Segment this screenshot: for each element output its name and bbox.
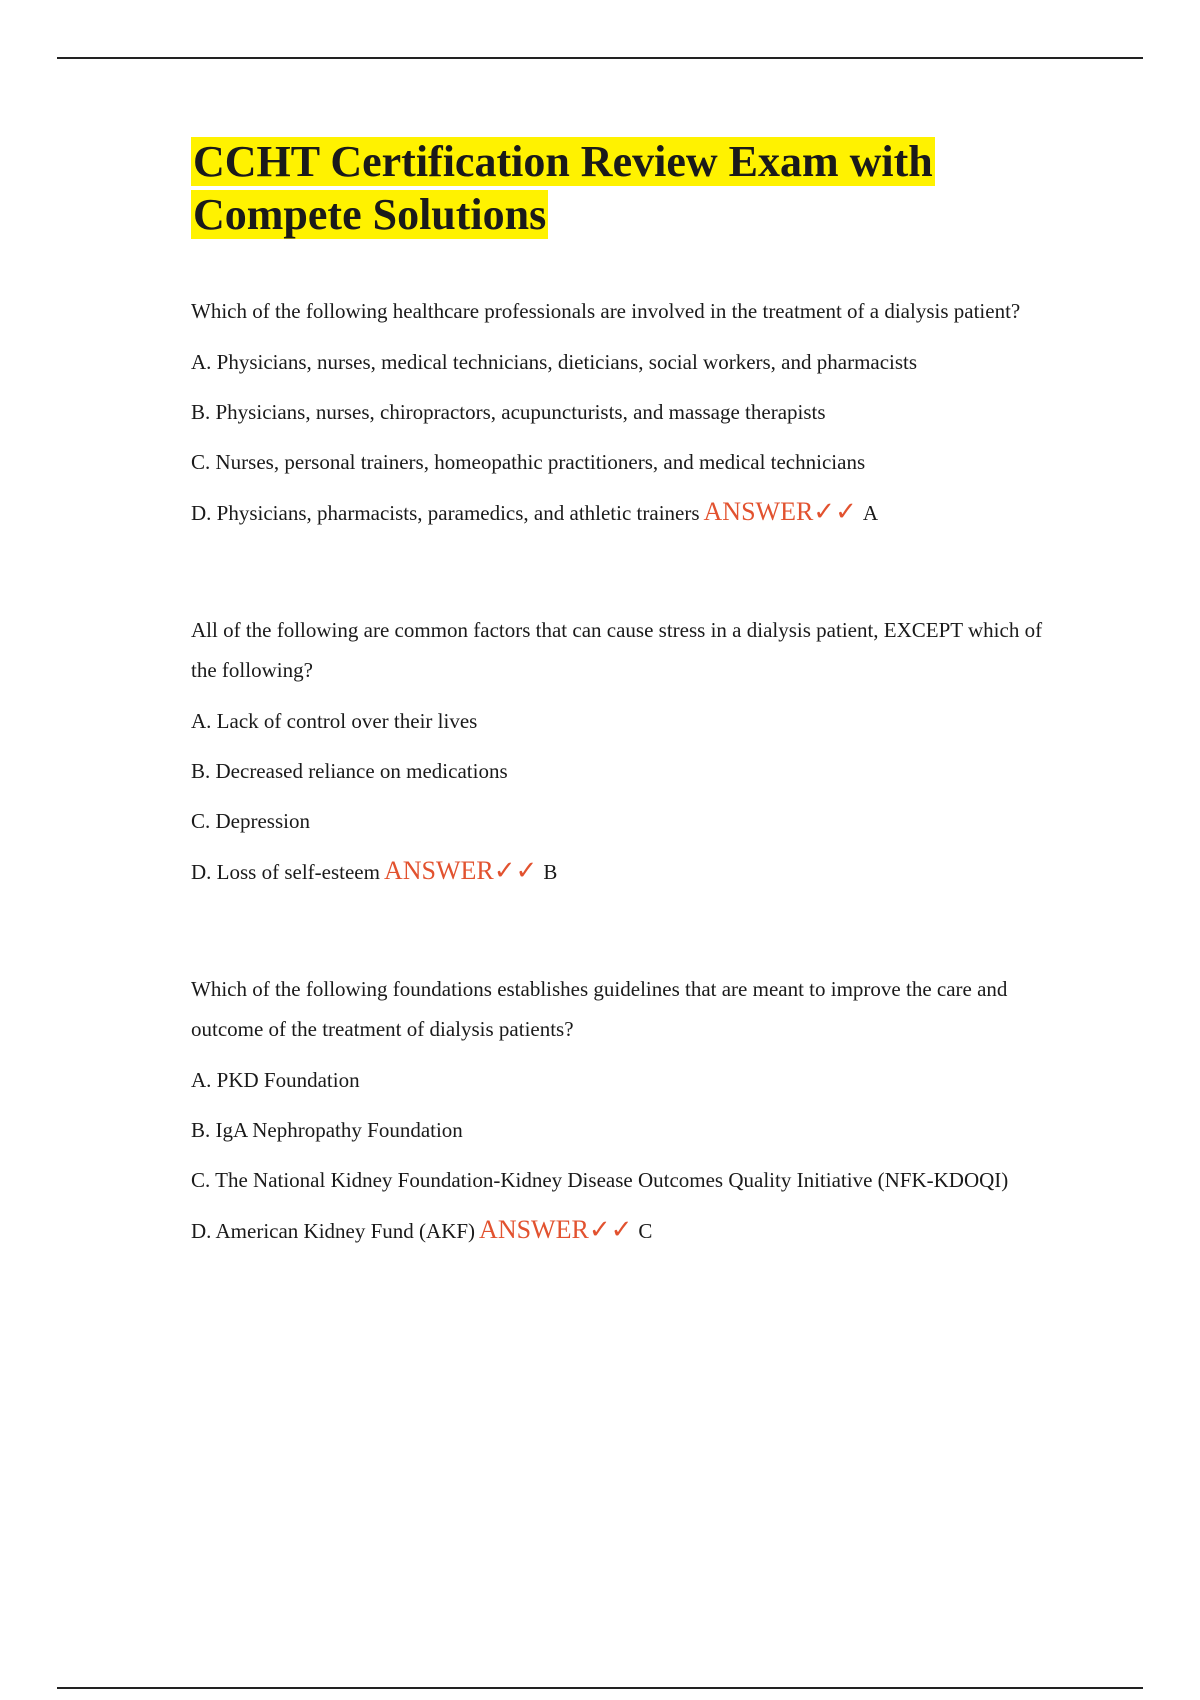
question-2 — [191, 610, 1091, 891]
option-c: C. Nurses, personal trainers, homeopathic practitioners, and medical technicians — [191, 450, 866, 474]
option-b: B. Physicians, nurses, chiropractors, acupuncturists, and massage therapists — [191, 400, 826, 424]
option-a: A. Lack of control over their lives — [191, 709, 478, 733]
answer-value: C — [638, 1219, 653, 1243]
answer-value: A — [862, 501, 879, 525]
option-a: A. PKD Foundation — [191, 1068, 360, 1092]
answer-label: ANSWER✓✓ — [703, 497, 857, 526]
document-body — [191, 135, 1091, 1328]
option-b: B. IgA Nephropathy Foundation — [191, 1118, 463, 1142]
title-line-1: CCHT Certification Review Exam with — [193, 137, 933, 186]
question-stem: Which of the following foundations establishes guidelines that are meant to improve the care and outcome of the treatment of dialysis patients? — [191, 977, 1008, 1041]
option-d — [191, 493, 1051, 532]
option-c: C. The National Kidney Foundation-Kidney Disease Outcomes Quality Initiative (NFK-KDOQI) — [191, 1168, 1009, 1192]
question-3 — [191, 969, 1091, 1250]
title-line-2: Compete Solutions — [193, 190, 547, 239]
answer-label: ANSWER✓✓ — [479, 1215, 633, 1244]
answer-value: B — [543, 860, 558, 884]
option-d-text: D. Loss of self-esteem — [191, 860, 380, 884]
option-b: B. Decreased reliance on medications — [191, 759, 508, 783]
bottom-rule — [57, 1687, 1143, 1689]
answer-label: ANSWER✓✓ — [383, 856, 538, 885]
option-c: C. Depression — [191, 809, 310, 833]
option-d — [191, 852, 1051, 891]
top-rule — [57, 57, 1143, 59]
option-a: A. Physicians, nurses, medical technicians, dieticians, social workers, and pharmacists — [191, 350, 918, 374]
option-d-text: D. Physicians, pharmacists, paramedics, and athletic trainers — [191, 501, 700, 525]
question-stem: All of the following are common factors that can cause stress in a dialysis patient, EXCEPT which of the following? — [191, 618, 1043, 682]
option-d-text: D. American Kidney Fund (AKF) — [191, 1219, 476, 1243]
question-1 — [191, 291, 1091, 532]
option-d — [191, 1211, 1051, 1250]
document-title — [191, 135, 1091, 241]
question-stem: Which of the following healthcare professionals are involved in the treatment of a dialysis patient? — [191, 299, 1021, 323]
